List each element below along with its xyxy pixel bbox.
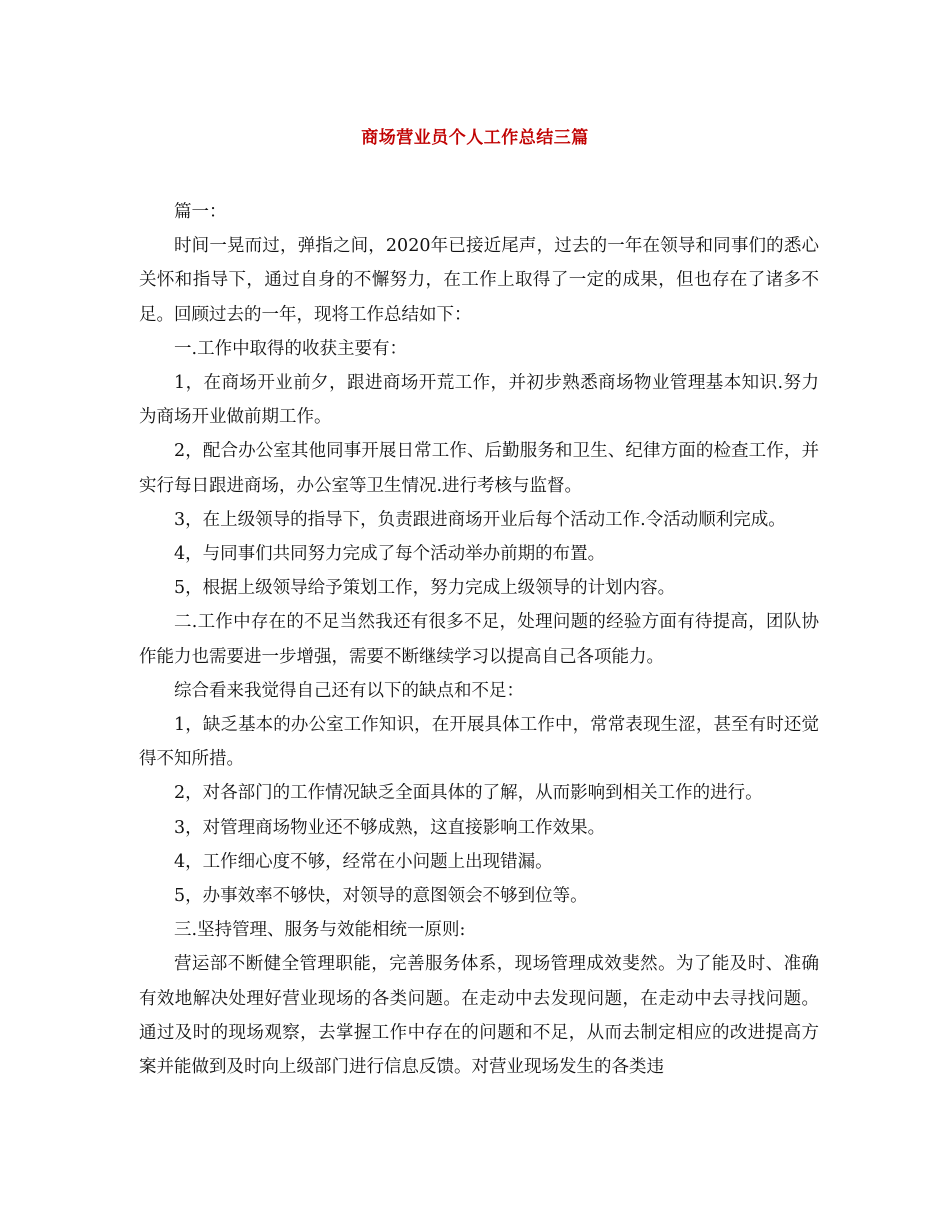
section-heading-principles: 三.坚持管理、服务与效能相统一原则: [174,920,466,941]
principles-paragraph: 营运部不断健全管理职能，完善服务体系，现场管理成效斐然。为了能及时、准确有效地解决处理好营业现场的各类问题。在走动中去发现问题，在走动中去寻找问题。通过及时的现场观察，去掌握工作中存在的问题和不足，从而去制定相应的改进提高方案并能做到及时向上级部门进行信息反馈。对营业现场发生的各类违 [139,954,819,1078]
shortcoming-item-5: 5，办事效率不够快，对领导的意图领会不够到位等。 [174,886,588,907]
achievement-item-2: 2，配合办公室其他同事开展日常工作、后勤服务和卫生、纪律方面的检查工作，并实行每日跟进商场，办公室等卫生情况.进行考核与监督。 [139,441,819,496]
achievement-item-4: 4，与同事们共同努力完成了每个活动举办前期的布置。 [174,544,606,565]
section-heading-part-one: 篇一： [174,202,227,222]
shortcoming-item-2: 2，对各部门的工作情况缺乏全面具体的了解，从而影响到相关工作的进行。 [174,783,763,804]
document-title: 商场营业员个人工作总结三篇 [361,128,589,148]
section-heading-shortcomings: 二.工作中存在的不足当然我还有很多不足，处理问题的经验方面有待提高，团队协作能力也需要进一步增强，需要不断继续学习以提高自己各项能力。 [139,612,819,667]
document-body [139,195,819,1084]
intro-paragraph: 时间一晃而过，弹指之间，2020年已接近尾声，过去的一年在领导和同事们的悉心关怀和指导下，通过自身的不懈努力，在工作上取得了一定的成果，但也存在了诸多不足。回顾过去的一年，现将工作总结如下： [139,236,819,325]
achievement-item-1: 1，在商场开业前夕，跟进商场开荒工作，并初步熟悉商场物业管理基本知识.努力为商场开业做前期工作。 [139,373,819,428]
section-heading-achievements: 一.工作中取得的收获主要有： [174,338,408,359]
shortcomings-summary: 综合看来我觉得自己还有以下的缺点和不足： [174,680,524,701]
achievement-item-3: 3，在上级领导的指导下，负责跟进商场开业后每个活动工作.令活动顺利完成。 [174,509,786,530]
shortcoming-item-3: 3，对管理商场物业还不够成熟，这直接影响工作效果。 [174,817,606,838]
shortcoming-item-1: 1，缺乏基本的办公室工作知识，在开展具体工作中，常常表现生涩，甚至有时还觉得不知所措。 [139,715,819,770]
shortcoming-item-4: 4，工作细心度不够，经常在小问题上出现错漏。 [174,851,553,872]
achievement-item-5: 5，根据上级领导给予策划工作，努力完成上级领导的计划内容。 [174,578,676,599]
